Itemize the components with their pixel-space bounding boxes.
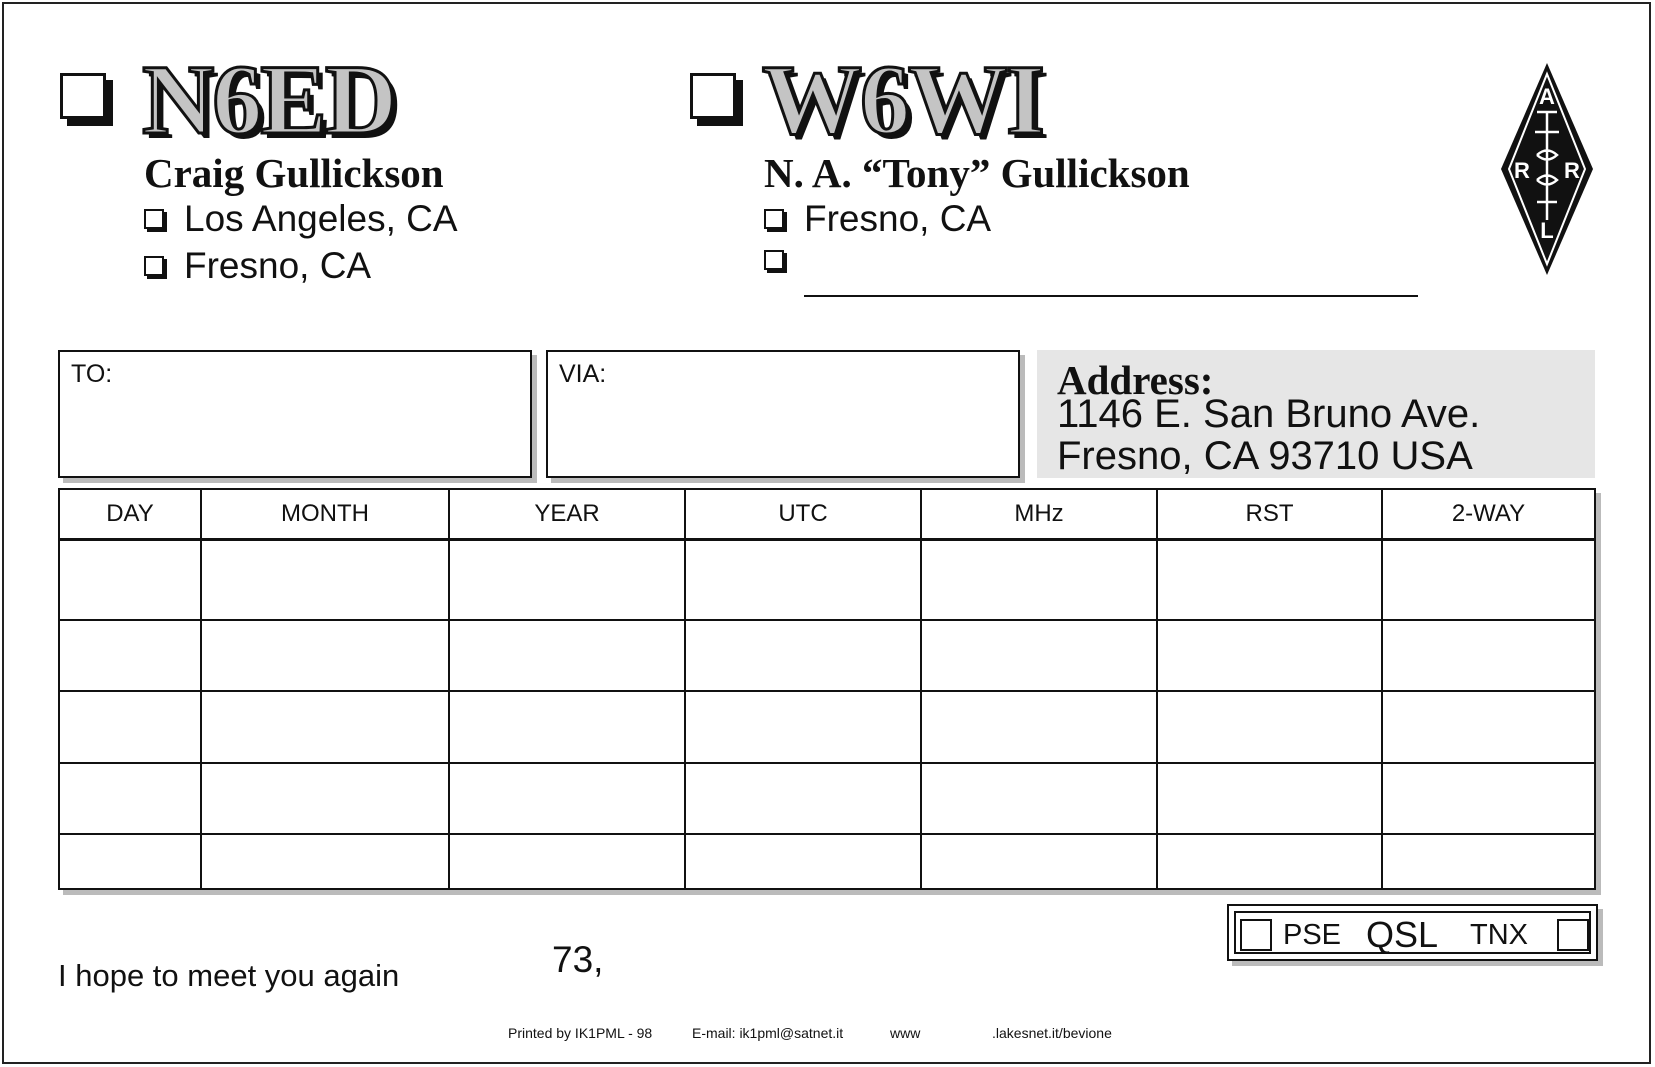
table-cell[interactable] — [449, 540, 685, 620]
station2-operator: N. A. “Tony” Gullickson — [764, 150, 1190, 196]
location-write-in-line — [804, 295, 1418, 297]
qso-table — [58, 488, 1596, 890]
qsl-inner-frame — [1234, 911, 1591, 954]
table-cell[interactable] — [201, 834, 449, 888]
pse-checkbox[interactable] — [1240, 919, 1272, 951]
tnx-label: TNX — [1470, 919, 1528, 951]
location-label: Fresno, CA — [804, 198, 992, 239]
address-title: Address: — [1057, 357, 1214, 403]
footer-site: .lakesnet.it/bevione — [992, 1025, 1112, 1041]
greeting-text: I hope to meet you again — [58, 958, 400, 993]
qsl-request-box — [1227, 904, 1598, 961]
footer-www: www — [890, 1025, 921, 1041]
table-cell[interactable] — [1382, 540, 1594, 620]
table-cell[interactable] — [921, 620, 1157, 691]
station2-callsign: W6WI — [762, 44, 1043, 155]
station1-callsign: N6ED — [142, 44, 396, 155]
column-header-month: MONTH — [201, 490, 449, 540]
pse-label: PSE — [1283, 919, 1342, 951]
address-line-2: Fresno, CA 93710 USA — [1057, 434, 1473, 478]
svg-text:R: R — [1514, 158, 1530, 183]
table-cell[interactable] — [1157, 834, 1382, 888]
station1-location-1[interactable] — [144, 200, 458, 237]
table-cell[interactable] — [1382, 763, 1594, 834]
arrl-logo-icon — [1497, 60, 1597, 278]
column-header-2way: 2-WAY — [1382, 490, 1594, 540]
station1-checkbox[interactable] — [60, 73, 106, 119]
table-cell[interactable] — [1382, 620, 1594, 691]
to-field[interactable] — [58, 350, 532, 478]
station1-location-2[interactable] — [144, 247, 371, 284]
table-cell[interactable] — [921, 763, 1157, 834]
table-row — [60, 691, 1594, 762]
table-cell[interactable] — [60, 763, 201, 834]
table-row — [60, 620, 1594, 691]
column-header-utc: UTC — [685, 490, 921, 540]
table-cell[interactable] — [1157, 691, 1382, 762]
table-cell[interactable] — [685, 834, 921, 888]
table-cell[interactable] — [1382, 691, 1594, 762]
table-cell[interactable] — [449, 691, 685, 762]
table-cell[interactable] — [1157, 763, 1382, 834]
location-checkbox[interactable] — [764, 209, 784, 229]
footer-email: E-mail: ik1pml@satnet.it — [692, 1025, 844, 1041]
station2-checkbox[interactable] — [690, 73, 736, 119]
via-field[interactable] — [546, 350, 1020, 478]
table-cell[interactable] — [60, 620, 201, 691]
table-cell[interactable] — [449, 763, 685, 834]
address-block — [1037, 350, 1595, 478]
location-checkbox[interactable] — [144, 256, 164, 276]
table-row — [60, 763, 1594, 834]
svg-text:R: R — [1564, 158, 1580, 183]
via-label: VIA: — [559, 360, 607, 388]
location-label: Los Angeles, CA — [184, 198, 458, 239]
table-cell[interactable] — [60, 540, 201, 620]
table-cell[interactable] — [921, 691, 1157, 762]
column-header-year: YEAR — [449, 490, 685, 540]
table-header-row — [60, 490, 1594, 540]
table-cell[interactable] — [60, 834, 201, 888]
station1-operator: Craig Gullickson — [144, 150, 444, 196]
table-cell[interactable] — [1382, 834, 1594, 888]
station2-location-1[interactable] — [764, 200, 991, 237]
table-cell[interactable] — [201, 691, 449, 762]
station2-location-blank[interactable] — [764, 250, 804, 270]
table-cell[interactable] — [60, 691, 201, 762]
tnx-checkbox[interactable] — [1557, 919, 1589, 951]
table-row — [60, 540, 1594, 620]
footer-printed-by: Printed by IK1PML - 98 — [508, 1025, 653, 1041]
location-checkbox[interactable] — [764, 250, 784, 270]
signoff-text: 73, — [552, 939, 604, 980]
table-cell[interactable] — [201, 620, 449, 691]
to-label: TO: — [71, 360, 113, 388]
address-line-1: 1146 E. San Bruno Ave. — [1057, 392, 1481, 436]
table-cell[interactable] — [921, 834, 1157, 888]
table-cell[interactable] — [921, 540, 1157, 620]
location-label: Fresno, CA — [184, 245, 372, 286]
table-cell[interactable] — [449, 834, 685, 888]
column-header-rst: RST — [1157, 490, 1382, 540]
column-header-mhz: MHz — [921, 490, 1157, 540]
table-cell[interactable] — [685, 691, 921, 762]
table-cell[interactable] — [449, 620, 685, 691]
table-cell[interactable] — [1157, 620, 1382, 691]
table-cell[interactable] — [1157, 540, 1382, 620]
table-cell[interactable] — [685, 620, 921, 691]
table-row — [60, 834, 1594, 888]
table-cell[interactable] — [685, 763, 921, 834]
table-cell[interactable] — [201, 763, 449, 834]
table-cell[interactable] — [685, 540, 921, 620]
svg-text:A: A — [1539, 84, 1555, 109]
svg-text:L: L — [1540, 218, 1554, 243]
location-checkbox[interactable] — [144, 209, 164, 229]
column-header-day: DAY — [60, 490, 201, 540]
qsl-label: QSL — [1366, 914, 1439, 955]
table-cell[interactable] — [201, 540, 449, 620]
